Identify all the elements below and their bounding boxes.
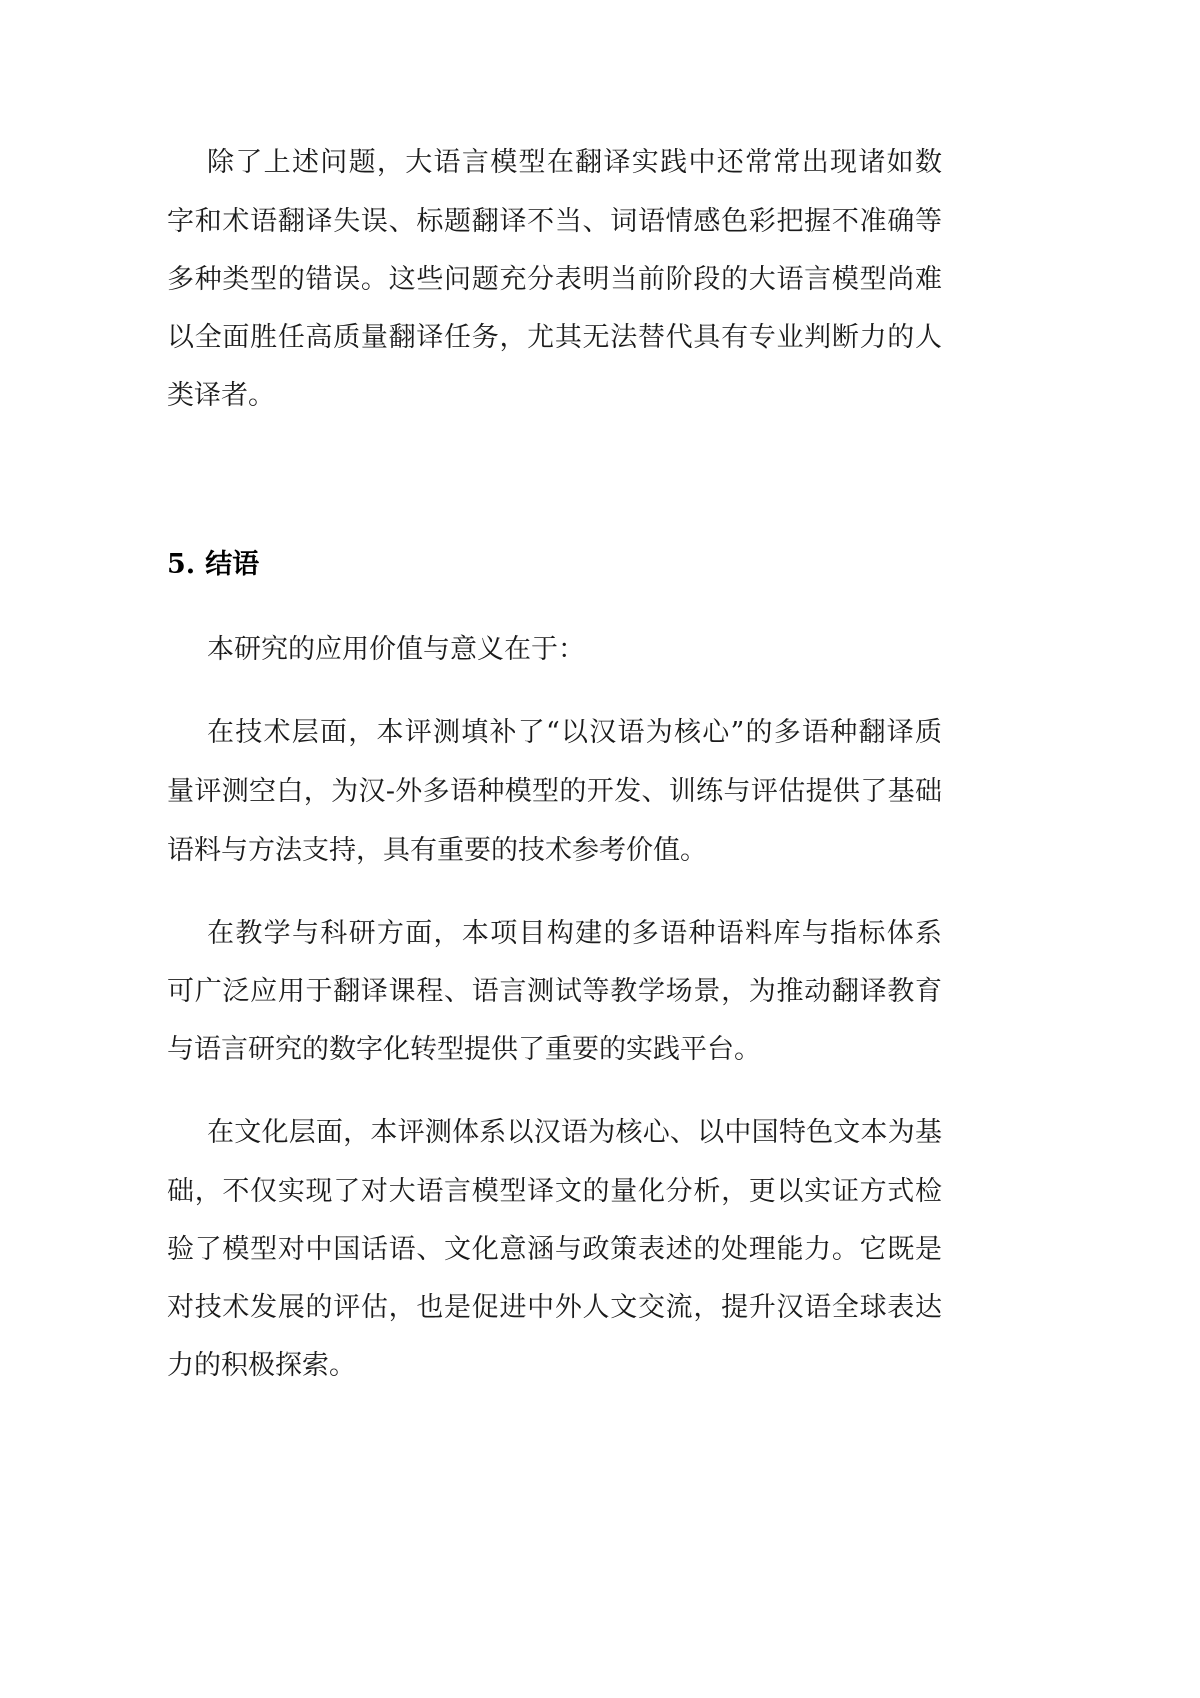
text-line: 力的积极探索。 bbox=[167, 1350, 356, 1381]
text-line: 验了模型对中国话语、文化意涵与政策表述的处理能力。它既是 bbox=[167, 1234, 942, 1265]
section-number: 5. bbox=[167, 549, 196, 580]
text-line: 多种类型的错误。这些问题充分表明当前阶段的大语言模型尚难 bbox=[167, 264, 942, 295]
text-line: 语料与方法支持，具有重要的技术参考价值。 bbox=[167, 835, 707, 866]
text-line: 字和术语翻译失误、标题翻译不当、词语情感色彩把握不准确等 bbox=[167, 206, 942, 237]
text-line: 在教学与科研方面，本项目构建的多语种语料库与指标体系 bbox=[207, 918, 942, 949]
text-line: 类译者。 bbox=[167, 380, 275, 411]
text-line: 对技术发展的评估，也是促进中外人文交流，提升汉语全球表达 bbox=[167, 1292, 942, 1323]
text-line: 以全面胜任高质量翻译任务，尤其无法替代具有专业判断力的人 bbox=[167, 322, 942, 353]
text-line: 与语言研究的数字化转型提供了重要的实践平台。 bbox=[167, 1034, 761, 1065]
text-line: 本研究的应用价值与意义在于： bbox=[207, 634, 585, 665]
text-line: 础，不仅实现了对大语言模型译文的量化分析，更以实证方式检 bbox=[167, 1176, 942, 1207]
text-line: 量评测空白，为汉-外多语种模型的开发、训练与评估提供了基础 bbox=[167, 776, 942, 807]
text-line: 在技术层面，本评测填补了“以汉语为核心”的多语种翻译质 bbox=[207, 717, 942, 748]
text-line: 可广泛应用于翻译课程、语言测试等教学场景，为推动翻译教育 bbox=[167, 976, 942, 1007]
section-title: 结语 bbox=[205, 549, 260, 580]
text-line: 在文化层面，本评测体系以汉语为核心、以中国特色文本为基 bbox=[207, 1117, 942, 1148]
section-heading bbox=[167, 545, 259, 585]
text-line: 除了上述问题，大语言模型在翻译实践中还常常出现诸如数 bbox=[207, 147, 942, 178]
